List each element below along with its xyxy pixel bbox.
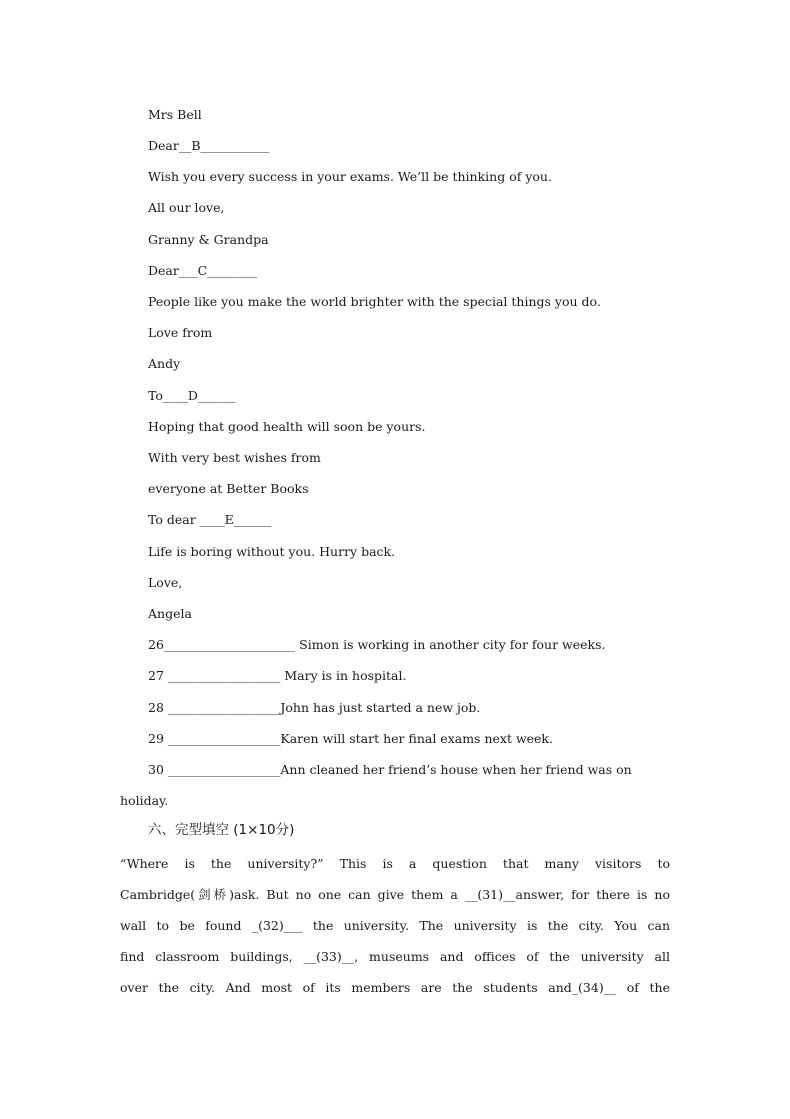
question-26: 26_____________________ Simon is working in another city for four weeks. bbox=[148, 637, 606, 652]
card-closing-line: With very best wishes from bbox=[148, 450, 321, 465]
card-recipient-line: Mrs Bell bbox=[148, 107, 202, 122]
card-salutation-b: Dear__B___________ bbox=[148, 138, 270, 153]
question-30-continuation: holiday. bbox=[120, 793, 169, 808]
passage-line: wall to be found _(32)___ the university. The university is the city. You can bbox=[120, 918, 670, 933]
card-salutation-c: Dear___C________ bbox=[148, 263, 258, 278]
card-closing-line: All our love, bbox=[148, 200, 225, 215]
card-salutation-e: To dear ____E______ bbox=[148, 512, 272, 527]
section-heading: 六、完型填空 (1×10分) bbox=[148, 822, 295, 838]
card-message-line: Hoping that good health will soon be yours. bbox=[148, 419, 426, 434]
card-signature-line: everyone at Better Books bbox=[148, 481, 309, 496]
passage-line: find classroom buildings, __(33)__, museums and offices of the university all bbox=[120, 949, 670, 964]
question-28: 28 __________________John has just started a new job. bbox=[148, 700, 481, 715]
card-signature-line: Angela bbox=[148, 606, 192, 621]
question-27: 27 __________________ Mary is in hospital. bbox=[148, 668, 407, 683]
question-30: 30 __________________Ann cleaned her friend’s house when her friend was on bbox=[148, 762, 632, 777]
card-message-line: Life is boring without you. Hurry back. bbox=[148, 544, 396, 559]
card-closing-line: Love from bbox=[148, 325, 213, 340]
card-signature-line: Granny & Grandpa bbox=[148, 232, 269, 247]
card-salutation-d: To____D______ bbox=[148, 388, 236, 403]
card-message-line: People like you make the world brighter with the special things you do. bbox=[148, 294, 601, 309]
question-29: 29 __________________Karen will start her final exams next week. bbox=[148, 731, 553, 746]
passage-line: “Where is the university?” This is a question that many visitors to bbox=[120, 856, 670, 871]
card-message-line: Wish you every success in your exams. We’ll be thinking of you. bbox=[148, 169, 552, 184]
card-signature-line: Andy bbox=[148, 356, 181, 371]
passage-line: Cambridge(剑桥)ask. But no one can give them a __(31)__answer, for there is no bbox=[120, 887, 670, 902]
passage-line: over the city. And most of its members are the students and_(34)__ of the bbox=[120, 980, 670, 995]
card-closing-line: Love, bbox=[148, 575, 183, 590]
